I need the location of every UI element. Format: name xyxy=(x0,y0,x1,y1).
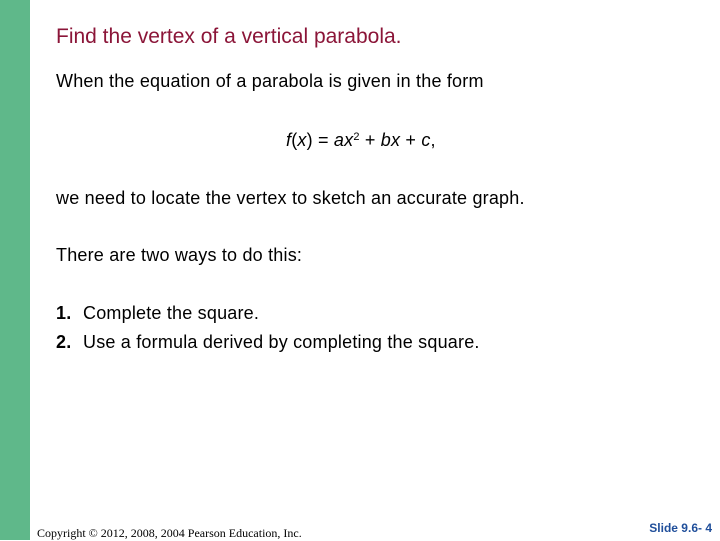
step-item-2 xyxy=(56,332,480,353)
equation-exponent: 2 xyxy=(353,131,360,143)
step-number: 2. xyxy=(56,332,72,352)
copyright-text: Copyright © 2012, 2008, 2004 Pearson Education, Inc. xyxy=(37,526,302,540)
step-item-1 xyxy=(56,303,259,324)
equation-x3: x xyxy=(391,130,401,150)
step-number: 1. xyxy=(56,303,72,323)
step-text: Complete the square. xyxy=(83,303,260,323)
equation-comma: , xyxy=(430,130,436,150)
equation-plus2: + xyxy=(400,130,422,150)
equation-equals: ) = xyxy=(306,130,334,150)
ways-text: There are two ways to do this: xyxy=(56,245,303,265)
equation-x2: x xyxy=(344,130,354,150)
need-text: we need to locate the vertex to sketch an accurate graph. xyxy=(56,188,525,208)
side-accent-bar xyxy=(0,0,30,540)
equation-plus1: + xyxy=(359,130,381,150)
equation-c: c xyxy=(421,130,431,150)
intro-text: When the equation of a parabola is given in the form xyxy=(56,71,484,91)
slide-number: Slide 9.6- 4 xyxy=(649,521,712,535)
equation-a: a xyxy=(333,130,345,150)
equation-b: b xyxy=(380,130,392,150)
equation-x1: x xyxy=(297,130,307,150)
equation xyxy=(286,130,436,151)
equation-open: ( xyxy=(291,130,298,150)
slide-title: Find the vertex of a vertical parabola. xyxy=(56,25,402,48)
equation-f: f xyxy=(286,130,292,150)
step-text: Use a formula derived by completing the square. xyxy=(83,332,480,352)
